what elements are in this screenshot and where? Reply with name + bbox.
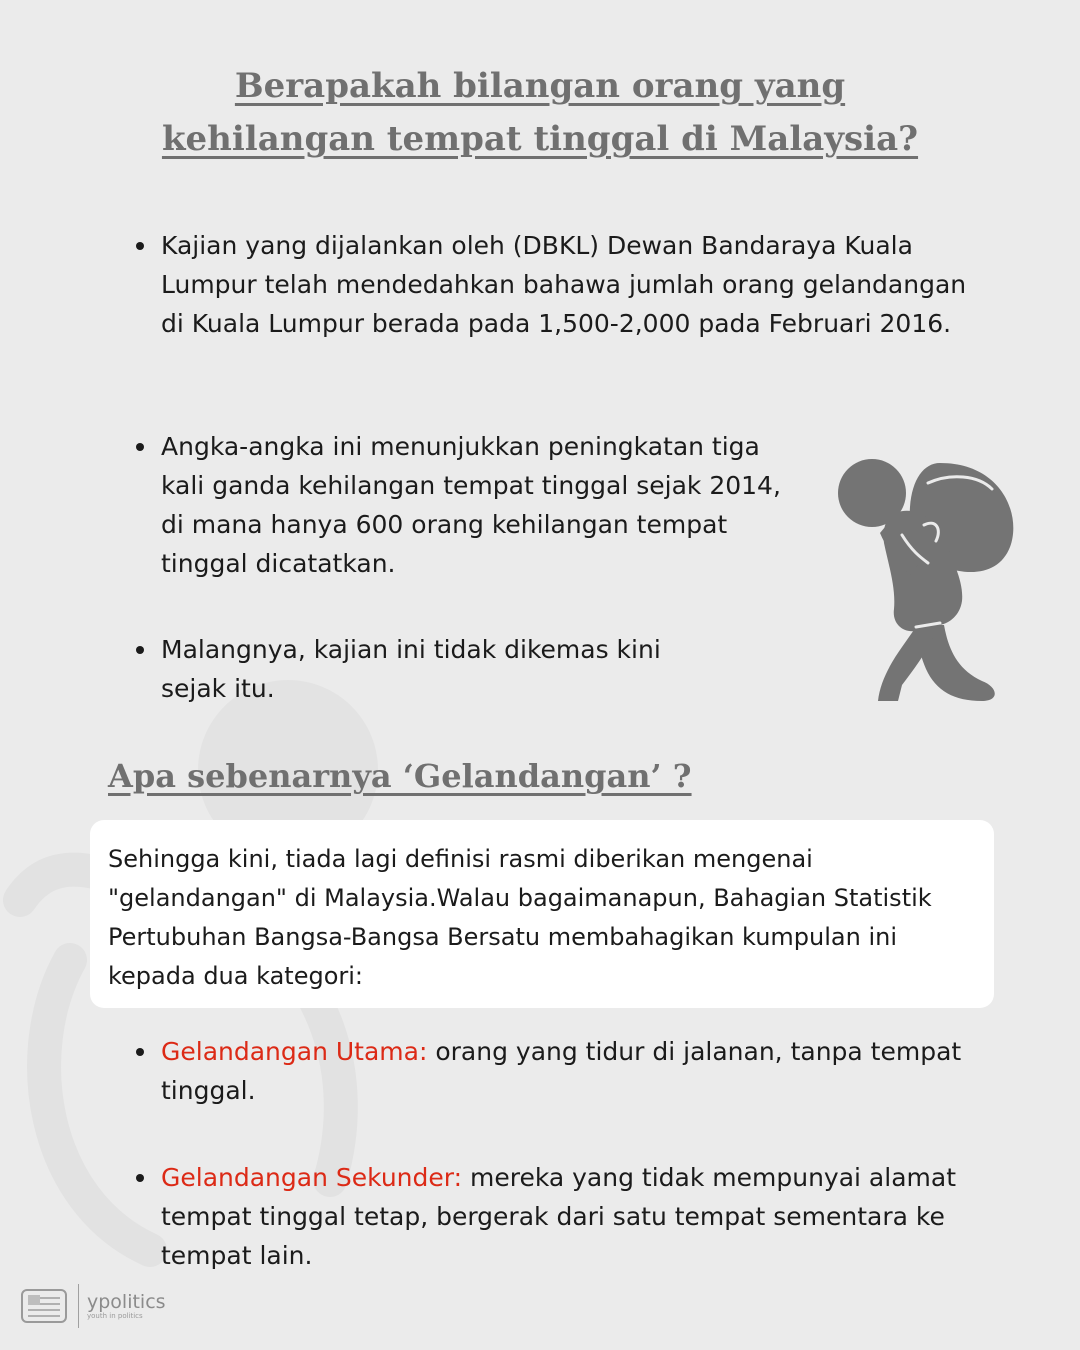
fact-list-1 — [111, 226, 971, 343]
brand-tagline: youth in politics — [87, 1311, 143, 1320]
section-heading: Apa sebenarnya ‘Gelandangan’ ? — [108, 757, 692, 795]
brand-text — [87, 1292, 166, 1321]
category-item-secondary — [111, 1158, 971, 1275]
fact-list-3 — [111, 630, 671, 708]
brand-footer — [20, 1284, 166, 1328]
category-description-primary: orang yang tidur di jalanan, tanpa tempat tinggal. — [161, 1037, 962, 1105]
fact-item-threefold-increase: Angka-angka ini menunjukkan peningkatan tiga kali ganda kehilangan tempat tinggal sejak 2014, di mana hanya 600 orang kehilangan tempat tinggal dicatatkan. — [111, 427, 811, 583]
category-list-2 — [111, 1158, 971, 1275]
category-term-primary: Gelandangan Utama: — [161, 1037, 428, 1066]
definition-text: Sehingga kini, tiada lagi definisi rasmi diberikan mengenai "gelandangan" di Malaysia.Walau bagaimanapun, Bahagian Statistik Pertubuhan Bangsa-Bangsa Bersatu membahagikan kumpulan ini kepada dua kategori: — [108, 845, 932, 990]
page-title-line-2: kehilangan tempat tinggal di Malaysia? — [161, 119, 919, 159]
category-description-secondary: mereka yang tidak mempunyai alamat tempat tinggal tetap, bergerak dari satu tempat sementara ke tempat lain. — [161, 1163, 956, 1270]
brand-name: ypolitics — [87, 1290, 166, 1313]
brand-divider — [78, 1284, 79, 1328]
page-title — [0, 60, 1080, 166]
definition-card — [90, 820, 994, 1008]
fact-item-not-updated: Malangnya, kajian ini tidak dikemas kini sejak itu. — [111, 630, 671, 708]
fact-item-dbkl-study: Kajian yang dijalankan oleh (DBKL) Dewan Bandaraya Kuala Lumpur telah mendedahkan bahawa jumlah orang gelandangan di Kuala Lumpur berada pada 1,500-2,000 pada Februari 2016. — [111, 226, 971, 343]
category-item-primary — [111, 1032, 971, 1110]
ypolitics-logo-icon — [20, 1286, 68, 1326]
person-carrying-sack-icon — [832, 455, 1018, 705]
fact-list-2 — [111, 427, 811, 583]
category-term-secondary: Gelandangan Sekunder: — [161, 1163, 463, 1192]
page-title-line-1: Berapakah bilangan orang yang — [234, 66, 846, 106]
category-list-1 — [111, 1032, 971, 1110]
